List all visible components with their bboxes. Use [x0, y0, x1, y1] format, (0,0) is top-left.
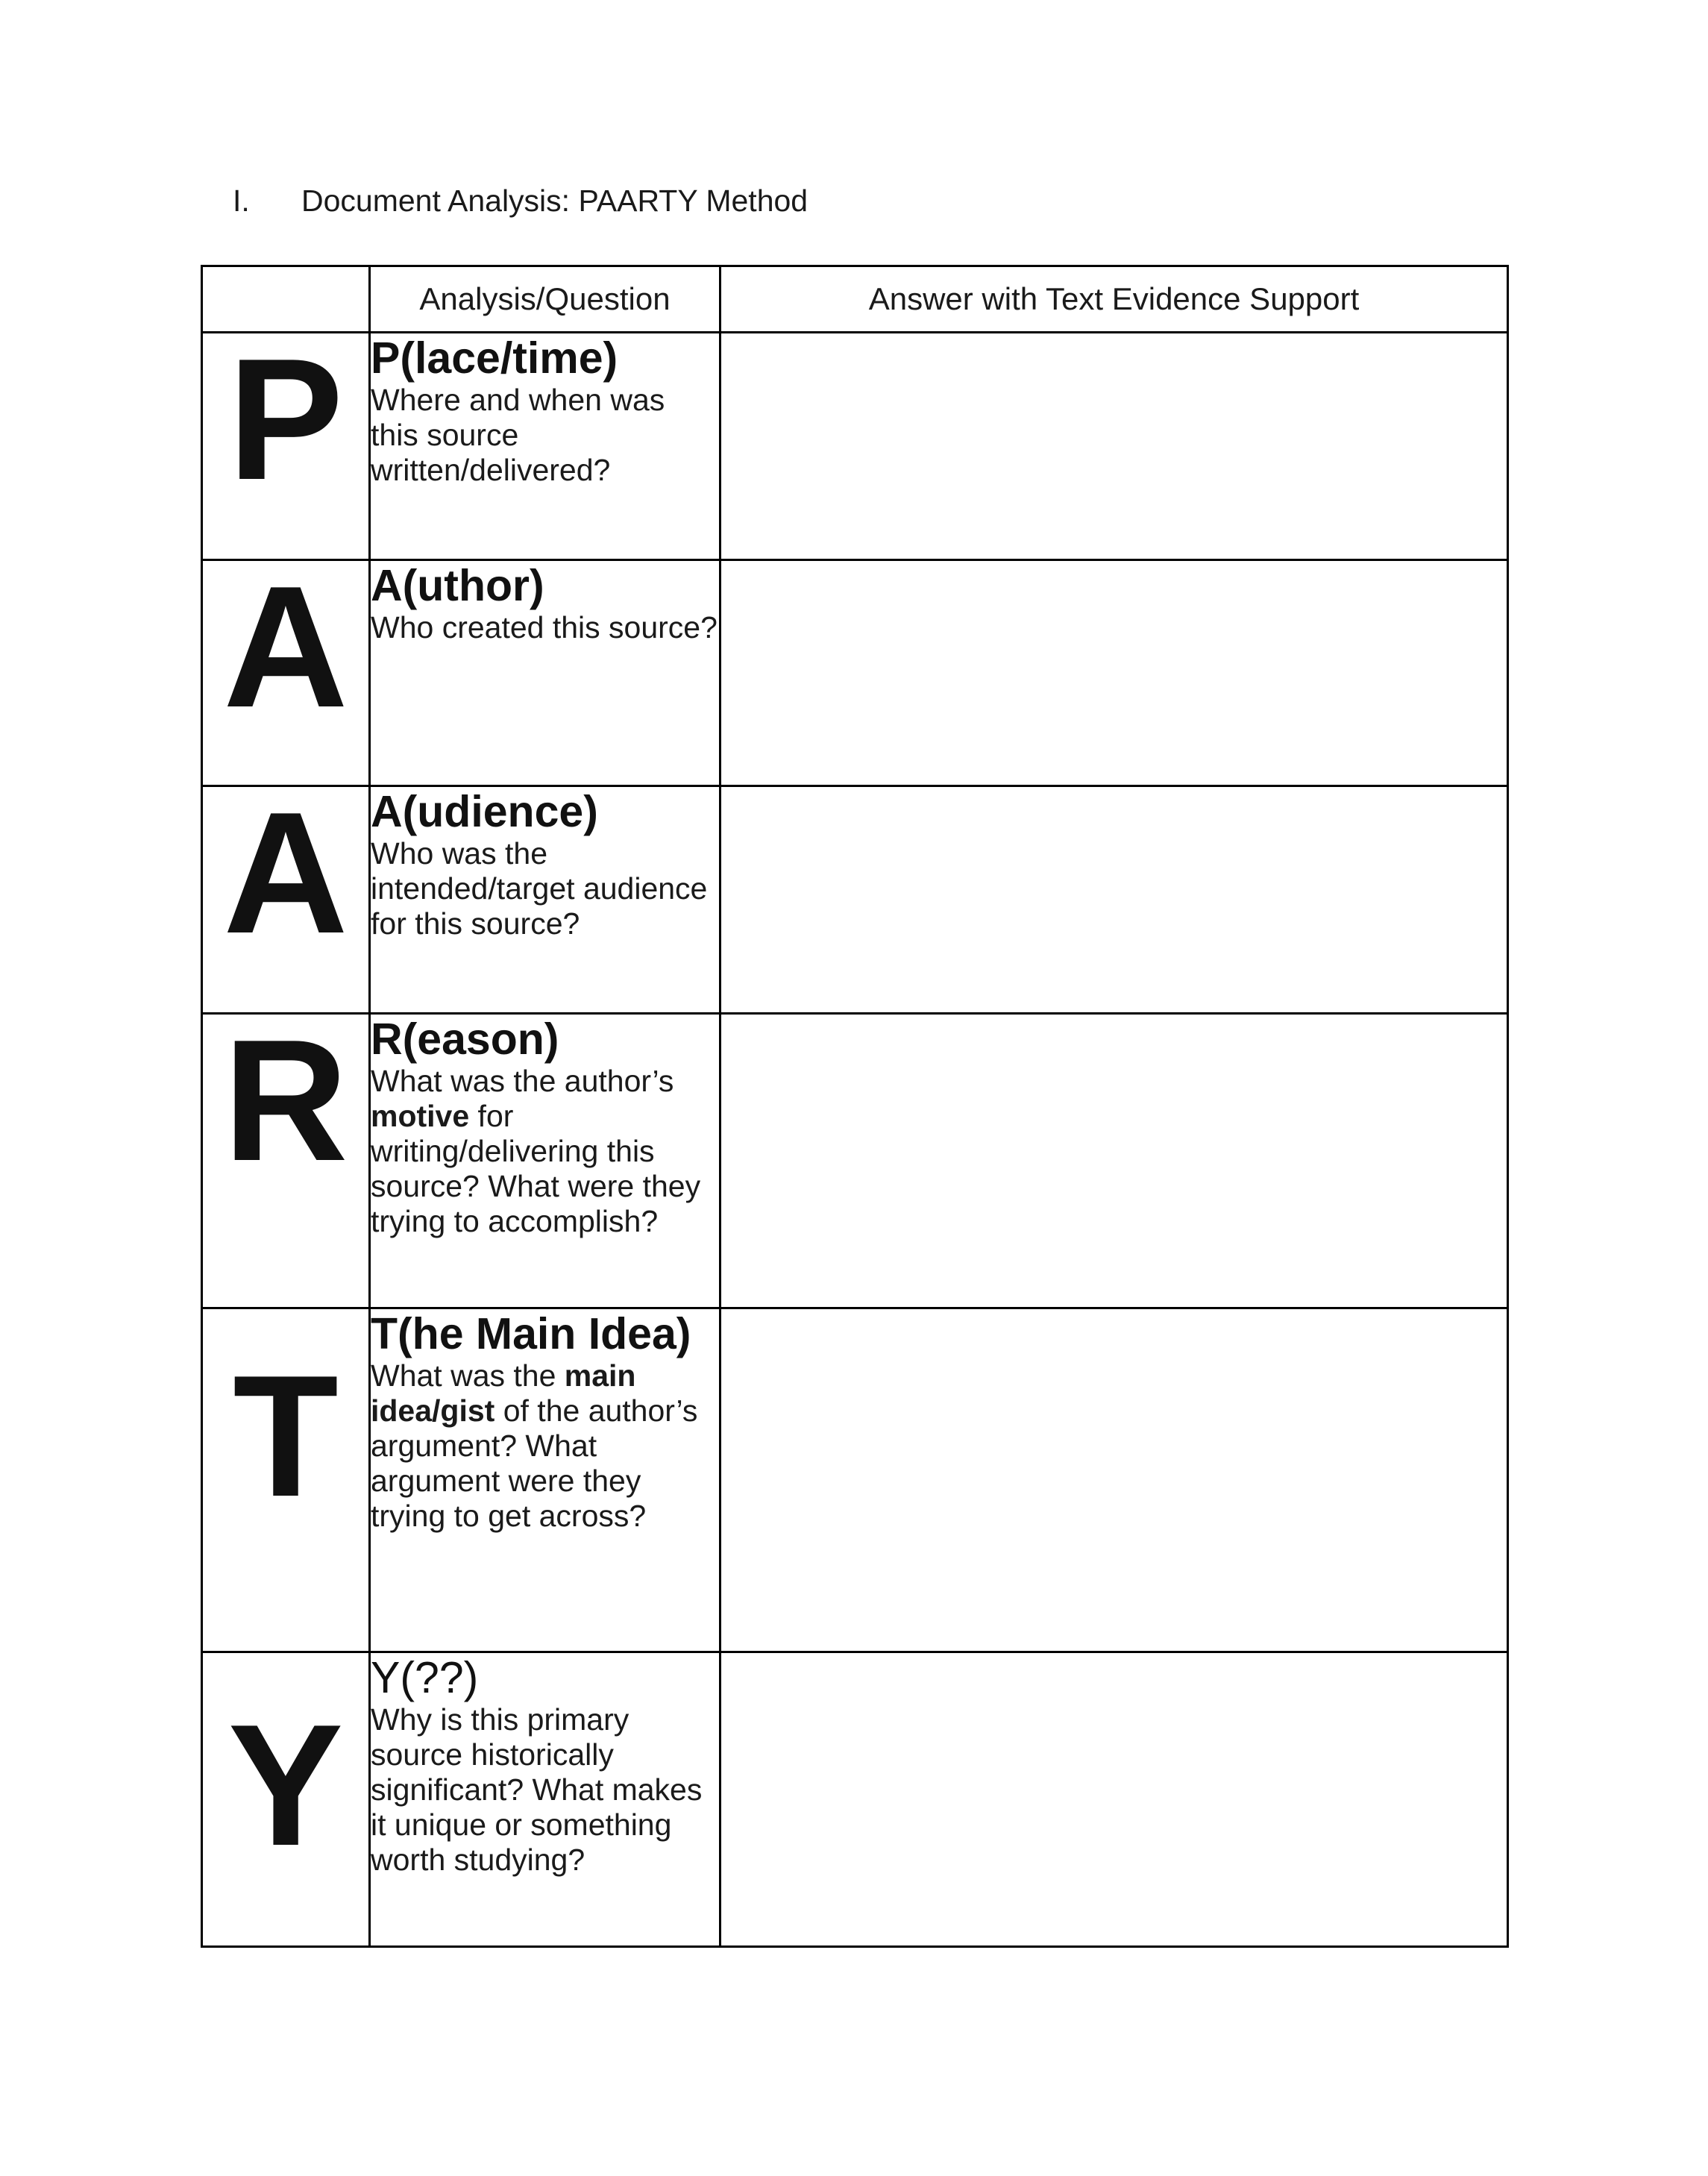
question-text: Why is this primary source historically significant? What makes it unique or something worth studying? — [371, 1702, 703, 1877]
answer-cell[interactable] — [720, 333, 1508, 560]
answer-cell[interactable] — [720, 786, 1508, 1014]
answer-cell[interactable] — [720, 1014, 1508, 1308]
question-cell — [370, 560, 720, 786]
question-text: What was the author’s motive for writing/delivering this source? What were they trying to accomplish? — [371, 1064, 701, 1238]
table-row-place — [202, 333, 1508, 560]
question-heading: R(eason) — [371, 1015, 559, 1064]
question-cell — [370, 1308, 720, 1652]
big-letter: A — [223, 777, 348, 970]
big-letter: Y — [227, 1689, 344, 1882]
question-heading: A(udience) — [371, 787, 598, 836]
table-row-reason — [202, 1014, 1508, 1308]
question-cell — [370, 333, 720, 560]
question-text: What was the main idea/gist of the author’s argument? What argument were they trying to get across? — [371, 1358, 698, 1533]
question-text: Where and when was this source written/delivered? — [371, 383, 665, 487]
letter-cell — [202, 1004, 370, 1308]
question-heading: Y(??) — [371, 1653, 479, 1702]
question-cell — [370, 1014, 720, 1308]
question-cell — [370, 786, 720, 1014]
question-text: Who created this source? — [371, 610, 718, 645]
table-row-author — [202, 560, 1508, 786]
table-row-why — [202, 1652, 1508, 1947]
question-heading: T(he Main Idea) — [371, 1309, 691, 1358]
header-analysis-question: Analysis/Question — [370, 266, 720, 333]
letter-cell — [202, 1652, 370, 1947]
header-row — [202, 266, 1508, 333]
answer-cell[interactable] — [720, 1308, 1508, 1652]
big-letter: T — [233, 1340, 339, 1533]
section-title: Document Analysis: PAARTY Method — [301, 184, 809, 218]
section-number: I. — [233, 184, 250, 218]
table-row-audience — [202, 786, 1508, 1014]
paarty-table — [201, 265, 1509, 1948]
big-letter: A — [223, 551, 348, 744]
big-letter: P — [227, 323, 344, 516]
letter-cell — [202, 551, 370, 786]
big-letter: R — [223, 1004, 348, 1197]
letter-cell — [202, 323, 370, 560]
question-cell — [370, 1652, 720, 1947]
letter-cell — [202, 1308, 370, 1652]
header-answer: Answer with Text Evidence Support — [720, 266, 1508, 333]
question-heading: A(uthor) — [371, 561, 544, 610]
question-heading: P(lace/time) — [371, 333, 618, 383]
table-row-main-idea — [202, 1308, 1508, 1652]
letter-cell — [202, 777, 370, 1014]
question-text: Who was the intended/target audience for this source? — [371, 836, 708, 941]
answer-cell[interactable] — [720, 560, 1508, 786]
answer-cell[interactable] — [720, 1652, 1508, 1947]
